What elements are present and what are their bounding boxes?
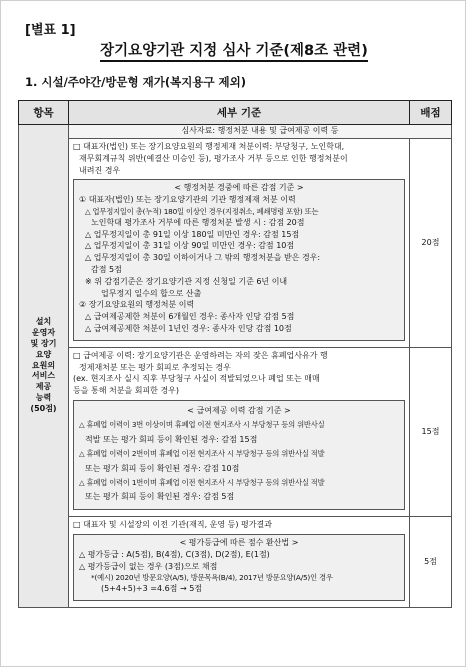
header-item: 항목 (19, 101, 69, 125)
box-title: < 행정처분 경중에 따른 감점 기준 > (174, 183, 304, 193)
criteria-line: △ 업무정지일이 총 31일 이상 90일 미만인 경우: 감점 10점 (85, 241, 295, 251)
criteria-text: □ 대표자(법인) 또는 장기요양요원의 행정제재 처분이력: 부당청구, 노인학대, (73, 142, 345, 151)
item-label-line: 서비스 (31, 371, 56, 381)
item-label-line: 요양 (35, 349, 52, 359)
table-row (19, 347, 452, 516)
score-cell: 15점 (410, 347, 452, 516)
document-title-text: 장기요양기관 지정 심사 기준(제8조 관련) (100, 43, 368, 62)
criteria-text: 정제재처분 또는 평가 회피로 추정되는 경우 (79, 362, 231, 372)
table-row (19, 139, 452, 348)
score-cell: 20점 (410, 139, 452, 348)
conversion-box (73, 534, 405, 601)
criteria-line: △ 급여제공제한 처분이 6개월인 경우: 종사자 인당 감점 5점 (85, 312, 295, 322)
source-note: 심사자료: 행정처분 내용 및 급여제공 이력 등 (69, 125, 452, 139)
section-title: 1. 시설/주야간/방문형 재가(복지용구 제외) (25, 75, 247, 89)
criteria-line: 또는 평가 회피 등이 확인된 경우: 감점 5점 (85, 492, 235, 502)
detail-cell-evaluation (69, 517, 410, 608)
item-label-line: 능력 (35, 393, 52, 403)
box-title: < 급여제공 이력 감점 기준 > (187, 405, 291, 415)
criteria-text: □ 급여제공 이력: 장기요양기관은 운영하려는 자의 잦은 휴폐업사유가 행 (73, 350, 328, 360)
criteria-text: (ex. 현지조사 실시 직후 부당청구 사실이 적발되었으나 폐업 또는 매매 (73, 374, 320, 384)
item-cell (19, 125, 69, 608)
detail-cell-history (69, 347, 410, 516)
criteria-line: △ 급여제공제한 처분이 1년인 경우: 종사자 인당 감점 10점 (85, 324, 292, 333)
table-row (19, 125, 452, 139)
criteria-text: □ 대표자 및 시설장의 이전 기관(재직, 운영 등) 평가결과 (73, 520, 272, 530)
criteria-line: △ 휴폐업 이력이 3번 이상이며 휴폐업 이전 현지조사 시 부당청구 등의 위반사실 (79, 419, 325, 429)
criteria-line: △ 평가등급 : A(5점), B(4점), C(3점), D(2점), E(1점) (79, 549, 270, 559)
item-label-line: 요원의 (31, 360, 56, 370)
criteria-line: *(예시) 2020년 방문요양(A/5), 방문목욕(B/4), 2017년 방문요양(A/5)인 경우 (91, 573, 333, 583)
document-title (1, 39, 466, 60)
deduction-box (73, 400, 405, 510)
criteria-line: △ 휴폐업 이력이 1번이며 휴폐업 이전 현지조사 시 부당청구 등의 위반사실 적발 (79, 477, 325, 487)
criteria-line: 또는 평가 회피 등이 확인된 경우: 감점 10점 (85, 463, 240, 473)
criteria-table (18, 100, 452, 608)
header-score: 배점 (410, 101, 452, 125)
header-detail: 세부 기준 (69, 101, 410, 125)
criteria-text: 등을 통해 처분을 회피한 경우) (73, 386, 180, 396)
table-header-row (19, 101, 452, 125)
criteria-line: 적발 또는 평가 회피 등이 확인된 경우: 감점 15점 (85, 434, 258, 444)
criteria-line: △ 업무정지일이 총(누적) 180일 이상인 경우(지정취소, 폐쇄명령 포함) 또는 (85, 206, 319, 216)
annex-tag: [별표 1] (25, 23, 76, 38)
criteria-line: △ 업무정지일이 총 30일 이하이거나 그 밖의 행정처분을 받은 경우: (85, 253, 321, 263)
criteria-line: 감점 5점 (91, 265, 122, 275)
deduction-box (73, 179, 405, 340)
criteria-text: 재무회계규칙 위반(예결산 미승인 등), 평가조사 거부 등으로 인한 행정처분이 (79, 153, 348, 163)
criteria-line: △ 휴폐업 이력이 2번이며 휴폐업 이전 현지조사 시 부당청구 등의 위반사실 적발 (79, 448, 325, 458)
criteria-text: 내려진 경우 (79, 165, 121, 175)
item-label-line: 제공 (35, 382, 52, 392)
criteria-line: ※ 위 감점기준은 장기요양기관 지정 신청일 기준 6년 이내 (85, 276, 288, 286)
criteria-line: △ 평가등급이 없는 경우 (3점)으로 채점 (79, 561, 218, 571)
table-row (19, 517, 452, 608)
item-label-line: 및 장기 (30, 339, 57, 349)
criteria-line: ① 대표자(법인) 또는 장기요양기관의 기관 행정제재 처분 이력 (79, 195, 296, 205)
item-label-line: 설치 (35, 317, 52, 327)
criteria-line: 노인학대 평가조사 거부에 따른 행정처분 발생 시 : 감점 20점 (91, 217, 305, 227)
score-cell: 5점 (410, 517, 452, 608)
box-title: < 평가등급에 따른 점수 환산법 > (179, 538, 299, 548)
criteria-line: ② 장기요양요원의 행정처분 이력 (79, 300, 195, 310)
item-label-line: 운영자 (31, 328, 56, 338)
item-label-line: (50점) (30, 403, 57, 413)
criteria-line: △ 업무정지일이 총 91일 이상 180일 미만인 경우: 감점 15점 (85, 229, 300, 239)
detail-cell-sanctions (69, 139, 410, 348)
criteria-line: (5+4+5)÷3 =4.6점 → 5점 (101, 584, 203, 594)
criteria-line: 업무정지 일수의 합으로 산출 (101, 288, 202, 298)
